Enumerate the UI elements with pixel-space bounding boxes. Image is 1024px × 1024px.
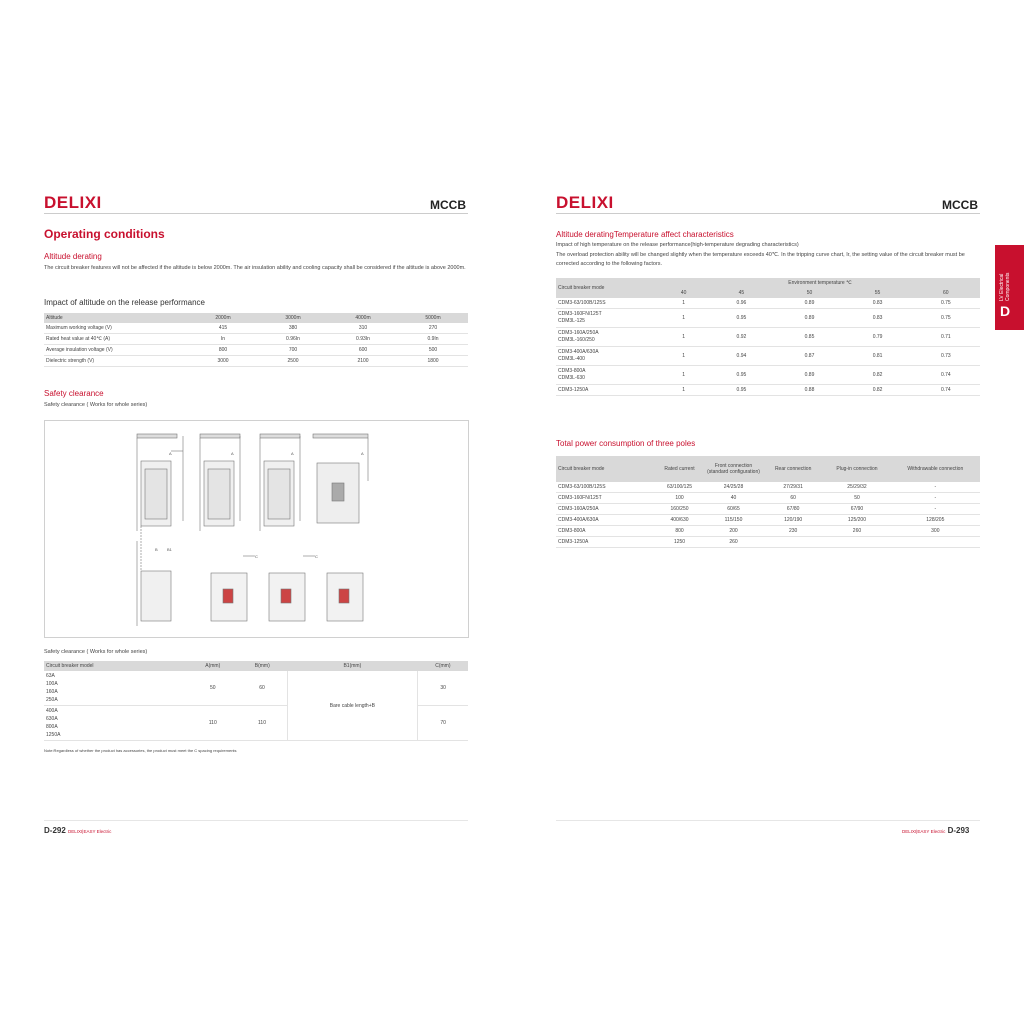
label-a: A xyxy=(231,451,234,456)
cell: CDM3-63/100B/125S xyxy=(556,482,655,493)
cell: 1 xyxy=(660,309,707,328)
table-header: A(mm) xyxy=(188,661,238,671)
cell: 120/190 xyxy=(763,515,823,526)
impact-heading: Impact of altitude on the release performance xyxy=(44,298,205,307)
cell: 0.79 xyxy=(844,328,912,347)
model-label: CDM3L-630 xyxy=(558,375,585,381)
cell: 115/150 xyxy=(704,515,763,526)
model-label: CDM3-63/100B/125S xyxy=(558,300,606,306)
table-header: 4000m xyxy=(328,313,398,323)
footer-divider xyxy=(44,820,468,821)
cell: 0.71 xyxy=(912,328,980,347)
cell: Rated heat value at 40℃ (A) xyxy=(44,334,188,345)
cell: Average insulation voltage (V) xyxy=(44,345,188,356)
cell: In xyxy=(188,334,258,345)
model-label: CDM3-160A/250A xyxy=(558,330,599,336)
table-header: 3000m xyxy=(258,313,328,323)
table-header: C(mm) xyxy=(418,661,468,671)
cell: 67/90 xyxy=(823,504,890,515)
cell: 0.85 xyxy=(775,328,843,347)
page-number: D-292 xyxy=(44,826,66,835)
cell: 0.89 xyxy=(775,309,843,328)
safety-clearance-figure xyxy=(44,420,469,638)
cell: 0.93In xyxy=(328,334,398,345)
cell: 60/65 xyxy=(704,504,763,515)
cell: 0.75 xyxy=(912,309,980,328)
table-header: B(mm) xyxy=(238,661,288,671)
table-row xyxy=(44,345,468,356)
table-header: Withdrawable connection xyxy=(891,456,980,482)
model-label: CDM3-400A/630A xyxy=(558,349,599,355)
cell: 128/205 xyxy=(891,515,980,526)
cell: Dielectric strength (V) xyxy=(44,356,188,367)
cell xyxy=(556,347,660,366)
label-a: A xyxy=(291,451,294,456)
temp-text-1: Impact of high temperature on the release performance(high-temperature degrading characteristics) xyxy=(556,242,799,248)
table-row xyxy=(556,298,980,309)
cell xyxy=(556,385,660,396)
cell: Bare cable length+B xyxy=(287,671,418,741)
label-b1: B1 xyxy=(167,547,172,552)
table-header: Plug-in connection xyxy=(823,456,890,482)
cell: 400/630 xyxy=(655,515,704,526)
cell: 1 xyxy=(660,328,707,347)
table-header: Altitude xyxy=(44,313,188,323)
table-row xyxy=(556,515,980,526)
table-header: 2000m xyxy=(188,313,258,323)
table-row xyxy=(44,323,468,334)
table-header: Rear connection xyxy=(763,456,823,482)
cell: 40 xyxy=(704,493,763,504)
altitude-text: The circuit breaker features will not be affected if the altitude is below 2000m. The air insulation ability and cooling capacity shall be considered if the altitude is above 2000m. xyxy=(44,265,466,271)
table-row xyxy=(44,334,468,345)
cell: 300 xyxy=(891,526,980,537)
cell: 0.96In xyxy=(258,334,328,345)
model-label: 1250A xyxy=(46,732,61,738)
table-row xyxy=(44,356,468,367)
cell: 0.75 xyxy=(912,298,980,309)
cell: 67/80 xyxy=(763,504,823,515)
header-divider xyxy=(44,213,468,214)
model-label: CDM3-800A xyxy=(558,368,586,374)
cell: CDM3-160FN/125T xyxy=(556,493,655,504)
power-heading: Total power consumption of three poles xyxy=(556,439,696,448)
cell: 0.94 xyxy=(707,347,775,366)
cell: 125/200 xyxy=(823,515,890,526)
cell: 1 xyxy=(660,366,707,385)
clearance-table xyxy=(44,661,468,741)
cell: 0.81 xyxy=(844,347,912,366)
cell: 25/29/32 xyxy=(823,482,890,493)
table-row xyxy=(556,366,980,385)
label-c: C xyxy=(315,554,318,559)
table-header: 50 xyxy=(775,288,843,298)
table-header: 60 xyxy=(912,288,980,298)
cell xyxy=(556,298,660,309)
cell: 110 xyxy=(238,706,288,741)
cell: 1 xyxy=(660,298,707,309)
table-row xyxy=(556,385,980,396)
table-header: Front connection (standard configuration) xyxy=(704,456,763,482)
label-a: A xyxy=(169,451,172,456)
cell: Maximum working voltage (V) xyxy=(44,323,188,334)
model-label: 63A xyxy=(46,673,55,679)
temp-text-2: The overload protection ability will be changed slightly when the temperature exceeds 40℃. In the tripping curve chart, Ir, the setting value of the circuit breaker must be corrected according to the following factors. xyxy=(556,252,965,267)
cell xyxy=(556,309,660,328)
page-number: D-293 xyxy=(947,826,970,835)
table-row xyxy=(556,328,980,347)
table-header: Circuit breaker mode xyxy=(556,278,660,298)
model-label: CDM3L-125 xyxy=(558,318,585,324)
cell xyxy=(556,366,660,385)
footer-brand: DELIXI|EASY Electric xyxy=(68,829,112,834)
cell: 0.95 xyxy=(707,366,775,385)
cell: 0.82 xyxy=(844,366,912,385)
cell: 60 xyxy=(238,671,288,706)
cell: 800 xyxy=(188,345,258,356)
cell: 0.95 xyxy=(707,385,775,396)
model-label: 800A xyxy=(46,724,58,730)
table-row xyxy=(556,482,980,493)
label-a: A xyxy=(361,451,364,456)
cell: 0.9In xyxy=(398,334,468,345)
cell: 0.95 xyxy=(707,309,775,328)
table-header: 45 xyxy=(707,288,775,298)
table-row xyxy=(556,493,980,504)
table-row xyxy=(556,537,980,548)
side-tab-text: LV Electrical Components xyxy=(999,272,1011,301)
table-row xyxy=(556,309,980,328)
cell: 63/100/125 xyxy=(655,482,704,493)
cell: 0.89 xyxy=(775,298,843,309)
cell: 30 xyxy=(418,671,468,706)
model-label: 160A xyxy=(46,689,58,695)
cell: 0.73 xyxy=(912,347,980,366)
model-label: CDM3-160FN/125T xyxy=(558,311,602,317)
cell: 0.89 xyxy=(775,366,843,385)
cell: 2500 xyxy=(258,356,328,367)
cell: 200 xyxy=(704,526,763,537)
cell: 2100 xyxy=(328,356,398,367)
table-header: Circuit breaker model xyxy=(44,661,188,671)
altitude-heading: Altitude derating xyxy=(44,252,102,261)
cell: CDM3-400A/630A xyxy=(556,515,655,526)
table-header: Rated current xyxy=(655,456,704,482)
temp-heading: Altitude deratingTemperature affect characteristics xyxy=(556,230,734,239)
cell: 700 xyxy=(258,345,328,356)
cell: 1800 xyxy=(398,356,468,367)
label-b: B xyxy=(155,547,158,552)
cell xyxy=(823,537,890,548)
cell xyxy=(44,671,188,706)
power-table xyxy=(556,456,980,548)
table-header: 40 xyxy=(660,288,707,298)
cell: 0.74 xyxy=(912,385,980,396)
cell: 0.92 xyxy=(707,328,775,347)
temperature-table xyxy=(556,278,980,396)
delixi-logo: DELIXI xyxy=(556,193,614,212)
cell: 0.82 xyxy=(844,385,912,396)
table-row xyxy=(556,526,980,537)
table-row xyxy=(556,504,980,515)
cell: 270 xyxy=(398,323,468,334)
cell: CDM3-160A/250A xyxy=(556,504,655,515)
mccb-label: MCCB xyxy=(430,198,466,212)
label-c: C xyxy=(255,554,258,559)
table-header: 55 xyxy=(844,288,912,298)
cell: 230 xyxy=(763,526,823,537)
cell xyxy=(891,537,980,548)
cell: 0.74 xyxy=(912,366,980,385)
cell: 3000 xyxy=(188,356,258,367)
cell xyxy=(763,537,823,548)
footer xyxy=(902,826,969,835)
table-row xyxy=(44,671,468,706)
cell: 0.83 xyxy=(844,309,912,328)
cell xyxy=(44,706,188,741)
footer-divider xyxy=(556,820,980,821)
table-header: B1(mm) xyxy=(287,661,418,671)
cell: - xyxy=(891,493,980,504)
cell: 1 xyxy=(660,347,707,366)
cell: 600 xyxy=(328,345,398,356)
altitude-table xyxy=(44,313,468,367)
model-label: 400A xyxy=(46,708,58,714)
cell: CDM3-800A xyxy=(556,526,655,537)
side-tab-letter: D xyxy=(1000,303,1011,319)
cell: 0.83 xyxy=(844,298,912,309)
cell: - xyxy=(891,482,980,493)
footer xyxy=(44,826,111,835)
footer-brand: DELIXI|EASY Electric xyxy=(902,829,946,834)
model-label: 100A xyxy=(46,681,58,687)
cell: 0.87 xyxy=(775,347,843,366)
clearance-title: Safety clearance ( Works for whole series) xyxy=(44,649,148,655)
cell: 27/29/31 xyxy=(763,482,823,493)
cell: 100 xyxy=(655,493,704,504)
cell: 0.96 xyxy=(707,298,775,309)
model-label: CDM3L-160/250 xyxy=(558,337,595,343)
cell: CDM3-1250A xyxy=(556,537,655,548)
section-side-tab xyxy=(995,245,1024,330)
cell: 50 xyxy=(823,493,890,504)
page-title: Operating conditions xyxy=(44,227,165,241)
right-page xyxy=(512,0,1024,1024)
cell: 415 xyxy=(188,323,258,334)
cell: 260 xyxy=(704,537,763,548)
cell: 160/250 xyxy=(655,504,704,515)
safety-subheading: Safety clearance ( Works for whole series) xyxy=(44,402,148,408)
cell: 110 xyxy=(188,706,238,741)
table-header: Environment temperature ℃ xyxy=(660,278,980,288)
cell: 70 xyxy=(418,706,468,741)
model-label: CDM3L-400 xyxy=(558,356,585,362)
model-label: 630A xyxy=(46,716,58,722)
cell: 24/25/28 xyxy=(704,482,763,493)
cell xyxy=(556,328,660,347)
table-header: Circuit breaker mode xyxy=(556,456,655,482)
cell: 60 xyxy=(763,493,823,504)
cell: 260 xyxy=(823,526,890,537)
safety-heading: Safety clearance xyxy=(44,389,104,398)
cell: 0.88 xyxy=(775,385,843,396)
cell: 800 xyxy=(655,526,704,537)
mccb-label: MCCB xyxy=(942,198,978,212)
cell: 500 xyxy=(398,345,468,356)
cell: 380 xyxy=(258,323,328,334)
table-row xyxy=(556,347,980,366)
clearance-diagram xyxy=(45,421,468,637)
cell: 50 xyxy=(188,671,238,706)
cell: 310 xyxy=(328,323,398,334)
cell: - xyxy=(891,504,980,515)
table-header: 5000m xyxy=(398,313,468,323)
cell: 1250 xyxy=(655,537,704,548)
header-divider xyxy=(556,213,980,214)
cell: 1 xyxy=(660,385,707,396)
model-label: CDM3-1250A xyxy=(558,387,589,393)
model-label: 250A xyxy=(46,697,58,703)
delixi-logo: DELIXI xyxy=(44,193,102,212)
clearance-note: Note:Regardless of whether the product has accessories, the product must meet the C spacing requirements xyxy=(44,748,237,753)
